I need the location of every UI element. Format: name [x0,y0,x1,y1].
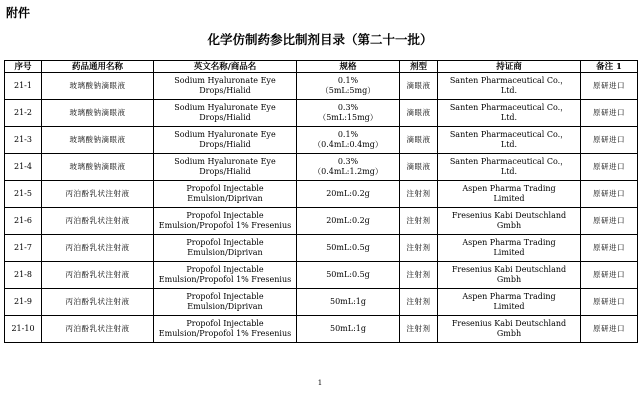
cell-spec [297,73,400,100]
cell-english-name-text: Sodium Hyaluronate Eye [174,130,276,139]
cell-note-text: 原研进口 [593,135,625,144]
cell-license-holder-text: Ltd. [500,167,518,176]
cell-english-name-text: Propofol Injectable [186,265,264,274]
cell-no [5,316,42,343]
cell-english-name-text: Drops/Hialid [199,167,251,176]
cell-generic-name [42,154,154,181]
cell-generic-name [42,127,154,154]
cell-spec-text: 0.1% [337,76,359,85]
cell-spec-text: 20mL:0.2g [326,189,370,198]
cell-license-holder-text: Aspen Pharma Trading [462,292,556,301]
cell-license-holder-text: Gmbh [496,329,522,338]
cell-dosage-form-text: 注射剂 [406,189,431,198]
cell-note-text: 原研进口 [593,324,625,333]
table-row [5,73,638,100]
table-row [5,127,638,154]
col-header-spec: 规格 [297,61,400,73]
page-number: 1 [317,379,323,387]
cell-english-name-text: Drops/Hialid [199,113,251,122]
cell-no [5,262,42,289]
cell-english-name-text: Propofol Injectable [186,238,264,247]
cell-english-name [154,289,297,316]
cell-no [5,154,42,181]
cell-note [581,154,638,181]
cell-spec-text: 0.3% [337,157,359,166]
cell-dosage-form-text: 滴眼液 [406,81,431,90]
cell-english-name-text: Sodium Hyaluronate Eye [174,76,276,85]
cell-spec [297,235,400,262]
cell-no-text: 21-10 [11,324,35,333]
cell-no [5,100,42,127]
cell-license-holder-text: Limited [493,302,525,311]
cell-note-text: 原研进口 [593,189,625,198]
cell-note [581,235,638,262]
table-row [5,289,638,316]
cell-english-name [154,316,297,343]
cell-english-name-text: Drops/Hialid [199,140,251,149]
cell-note [581,127,638,154]
cell-note-text: 原研进口 [593,297,625,306]
cell-no-text: 21-4 [14,162,32,171]
cell-dosage-form [400,289,438,316]
cell-spec [297,316,400,343]
cell-english-name-text: Emulsion/Propofol 1% Fresenius [158,275,292,284]
cell-generic-name [42,208,154,235]
table-row [5,316,638,343]
cell-english-name-text: Emulsion/Diprivan [187,194,263,203]
cell-english-name-text: Sodium Hyaluronate Eye [174,157,276,166]
cell-english-name-text: Propofol Injectable [186,319,264,328]
cell-no [5,73,42,100]
cell-generic-name [42,262,154,289]
cell-spec [297,100,400,127]
cell-spec-text: （5mL:5mg） [320,86,376,95]
cell-english-name [154,262,297,289]
cell-license-holder [438,262,581,289]
cell-dosage-form-text: 注射剂 [406,243,431,252]
cell-note-text: 原研进口 [593,243,625,252]
cell-generic-name [42,181,154,208]
cell-license-holder-text: Ltd. [500,140,518,149]
cell-generic-name-text: 玻璃酸钠滴眼液 [69,162,126,171]
cell-dosage-form [400,262,438,289]
cell-license-holder-text: Aspen Pharma Trading [462,184,556,193]
cell-english-name-text: Emulsion/Diprivan [187,302,263,311]
cell-dosage-form-text: 滴眼液 [406,108,431,117]
cell-note [581,262,638,289]
cell-spec-text: （0.4mL:1.2mg） [313,167,383,176]
cell-license-holder-text: Santen Pharmaceutical Co.， [449,103,569,112]
cell-no-text: 21-3 [14,135,32,144]
cell-note-text: 原研进口 [593,270,625,279]
drug-catalog-table [4,60,638,343]
cell-spec [297,181,400,208]
cell-no-text: 21-1 [14,81,32,90]
cell-spec-text: 20mL:0.2g [326,216,370,225]
cell-license-holder-text: Fresenius Kabi Deutschland [451,265,567,274]
cell-english-name [154,235,297,262]
cell-english-name [154,181,297,208]
cell-spec [297,154,400,181]
cell-dosage-form [400,235,438,262]
cell-no-text: 21-8 [14,270,32,279]
cell-english-name [154,127,297,154]
cell-generic-name-text: 丙泊酚乳状注射液 [65,270,130,279]
cell-dosage-form-text: 注射剂 [406,297,431,306]
cell-license-holder [438,316,581,343]
cell-license-holder-text: Gmbh [496,275,522,284]
cell-english-name-text: Propofol Injectable [186,292,264,301]
cell-generic-name-text: 丙泊酚乳状注射液 [65,324,130,333]
cell-spec-text: 50mL:1g [330,324,366,333]
cell-license-holder [438,100,581,127]
table-row [5,235,638,262]
cell-generic-name [42,73,154,100]
table-header-row [5,61,638,73]
cell-dosage-form-text: 滴眼液 [406,135,431,144]
cell-generic-name-text: 丙泊酚乳状注射液 [65,243,130,252]
table-body [5,73,638,343]
cell-generic-name-text: 丙泊酚乳状注射液 [65,216,130,225]
cell-generic-name [42,289,154,316]
cell-license-holder-text: Limited [493,248,525,257]
cell-english-name [154,100,297,127]
cell-license-holder-text: Santen Pharmaceutical Co.， [449,76,569,85]
cell-note [581,208,638,235]
cell-generic-name-text: 丙泊酚乳状注射液 [65,297,130,306]
table-row [5,181,638,208]
cell-dosage-form-text: 滴眼液 [406,162,431,171]
col-header-note: 备注 1 [581,61,638,73]
cell-no [5,289,42,316]
cell-generic-name-text: 玻璃酸钠滴眼液 [69,135,126,144]
cell-note-text: 原研进口 [593,162,625,171]
cell-generic-name-text: 丙泊酚乳状注射液 [65,189,130,198]
cell-license-holder-text: Fresenius Kabi Deutschland [451,319,567,328]
cell-spec-text: 50mL:0.5g [326,243,370,252]
cell-license-holder [438,289,581,316]
cell-license-holder [438,181,581,208]
cell-note [581,289,638,316]
cell-dosage-form [400,316,438,343]
cell-no [5,127,42,154]
cell-license-holder-text: Fresenius Kabi Deutschland [451,211,567,220]
cell-generic-name [42,316,154,343]
page-title: 化学仿制药参比制剂目录（第二十一批） [207,32,433,47]
cell-note [581,181,638,208]
cell-no [5,235,42,262]
cell-dosage-form [400,154,438,181]
cell-no-text: 21-9 [14,297,32,306]
cell-no-text: 21-7 [14,243,32,252]
cell-dosage-form [400,181,438,208]
cell-spec [297,262,400,289]
cell-spec [297,208,400,235]
col-header-license-holder: 持证商 [438,61,581,73]
cell-license-holder-text: Santen Pharmaceutical Co.， [449,157,569,166]
cell-english-name [154,208,297,235]
cell-license-holder-text: Aspen Pharma Trading [462,238,556,247]
cell-spec-text: 50mL:0.5g [326,270,370,279]
cell-no-text: 21-2 [14,108,32,117]
table-row [5,262,638,289]
cell-spec-text: 0.3% [337,103,359,112]
cell-spec-text: （0.4mL:0.4mg） [313,140,383,149]
cell-no [5,181,42,208]
cell-note-text: 原研进口 [593,81,625,90]
table-row [5,208,638,235]
cell-english-name-text: Emulsion/Propofol 1% Fresenius [158,329,292,338]
cell-license-holder [438,154,581,181]
attachment-label: 附件 [6,6,31,20]
cell-license-holder [438,235,581,262]
cell-note-text: 原研进口 [593,216,625,225]
cell-license-holder-text: Ltd. [500,113,518,122]
cell-note [581,100,638,127]
cell-dosage-form-text: 注射剂 [406,324,431,333]
cell-english-name [154,154,297,181]
cell-no [5,208,42,235]
cell-spec [297,127,400,154]
cell-english-name-text: Propofol Injectable [186,184,264,193]
cell-english-name-text: Emulsion/Diprivan [187,248,263,257]
cell-spec-text: （5mL:15mg） [318,113,378,122]
cell-english-name-text: Propofol Injectable [186,211,264,220]
table-row [5,100,638,127]
cell-license-holder [438,73,581,100]
cell-dosage-form-text: 注射剂 [406,216,431,225]
cell-spec [297,289,400,316]
cell-note [581,73,638,100]
cell-dosage-form [400,208,438,235]
cell-english-name-text: Emulsion/Propofol 1% Fresenius [158,221,292,230]
cell-license-holder-text: Limited [493,194,525,203]
cell-license-holder [438,208,581,235]
cell-generic-name-text: 玻璃酸钠滴眼液 [69,81,126,90]
cell-no-text: 21-5 [14,189,32,198]
cell-note-text: 原研进口 [593,108,625,117]
table-row [5,154,638,181]
col-header-dosage-form: 剂型 [400,61,438,73]
cell-english-name-text: Sodium Hyaluronate Eye [174,103,276,112]
cell-license-holder-text: Gmbh [496,221,522,230]
col-header-generic-name: 药品通用名称 [42,61,154,73]
cell-english-name-text: Drops/Hialid [199,86,251,95]
col-header-no: 序号 [5,61,42,73]
cell-no-text: 21-6 [14,216,32,225]
cell-english-name [154,73,297,100]
cell-dosage-form-text: 注射剂 [406,270,431,279]
cell-dosage-form [400,73,438,100]
cell-generic-name-text: 玻璃酸钠滴眼液 [69,108,126,117]
cell-dosage-form [400,127,438,154]
cell-license-holder-text: Santen Pharmaceutical Co.， [449,130,569,139]
cell-generic-name [42,100,154,127]
cell-note [581,316,638,343]
cell-license-holder-text: Ltd. [500,86,518,95]
cell-generic-name [42,235,154,262]
cell-license-holder [438,127,581,154]
cell-spec-text: 0.1% [337,130,359,139]
col-header-english-name: 英文名称/商品名 [154,61,297,73]
cell-spec-text: 50mL:1g [330,297,366,306]
cell-dosage-form [400,100,438,127]
